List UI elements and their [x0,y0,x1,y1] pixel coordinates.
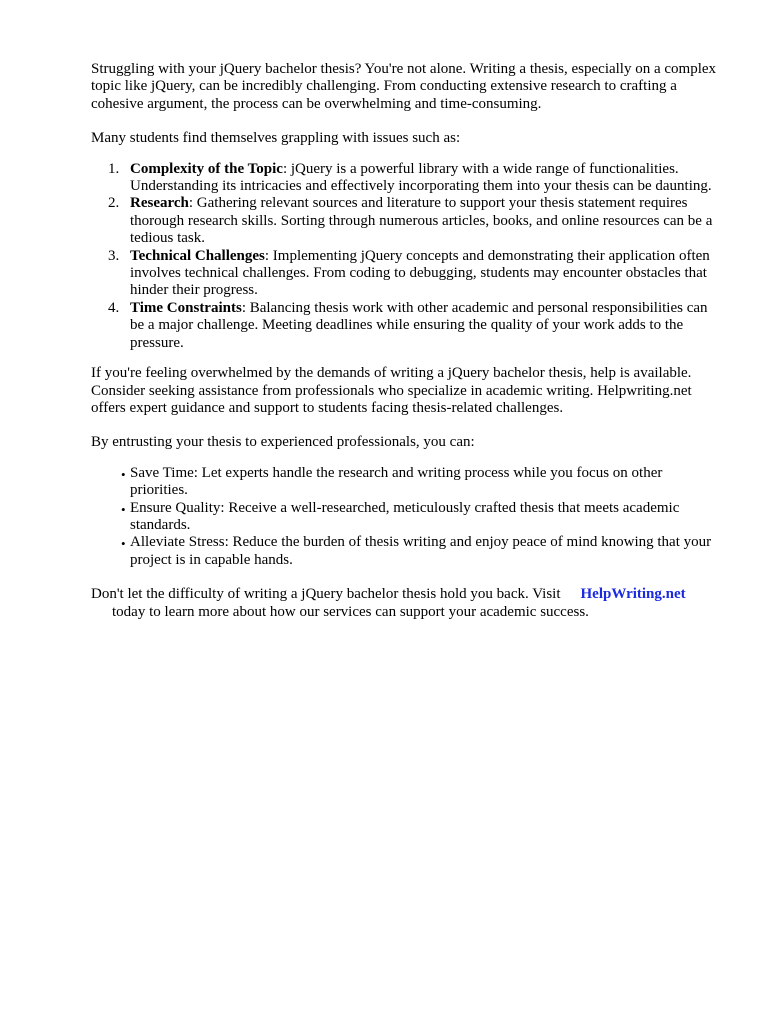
intro-paragraph: Struggling with your jQuery bachelor thesis? You're not alone. Writing a thesis, especially on a complex topic like jQuery, can be incredibly challenging. From conducting extensive research to crafting a cohesive argument, the process can be overwhelming and time-consuming. [91,61,717,112]
list-number: 1. [108,160,120,177]
help-paragraph: If you're feeling overwhelmed by the demands of writing a jQuery bachelor thesis, help is available. Consider seeking assistance from professionals who specialize in academic writing. Helpwriting.net offers expert guidance and support to students facing thesis-related challenges. [91,365,692,416]
list-number: 4. [108,299,120,316]
list-item [91,465,723,500]
issue-text: : Balancing thesis work with other academic and personal responsibilities can be a major challenge. Meeting deadlines while ensuring the quality of your work adds to the pressure. [130,299,708,351]
document-body [91,61,723,621]
helpwriting-link[interactable]: HelpWriting.net [580,586,686,603]
list-item [91,248,723,300]
entrust-paragraph: By entrusting your thesis to experienced professionals, you can: [91,434,475,451]
issue-text: : Implementing jQuery concepts and demonstrating their application often involves technical challenges. From coding to debugging, students may encounter obstacles that hinder their progress. [130,247,710,299]
bullet-icon: • [121,466,126,482]
closing-first-line [91,586,723,603]
list-item [91,300,723,352]
closing-text-before-link: Don't let the difficulty of writing a jQuery bachelor thesis hold you back. Visit [91,586,561,603]
issue-text: : Gathering relevant sources and literature to support your thesis statement requires thorough research skills. Sorting through numerous articles, books, and online resources can be a tedious task. [130,195,713,247]
benefit-text: Alleviate Stress: Reduce the burden of thesis writing and enjoy peace of mind knowing that your project is in capable hands. [130,534,712,568]
issue-term: Complexity of the Topic [130,160,283,177]
list-number: 3. [108,247,120,264]
list-item [91,534,723,569]
benefits-list [91,465,723,569]
issues-list [91,161,723,352]
issues-lead-paragraph: Many students find themselves grappling with issues such as: [91,130,461,147]
issue-term: Time Constraints [130,299,242,316]
list-number: 2. [108,195,120,212]
issue-term: Technical Challenges [130,247,265,264]
issue-text: : jQuery is a powerful library with a wide range of functionalities. Understanding its intricacies and effectively incorporating them into your thesis can be daunting. [130,160,712,195]
list-item [91,500,723,535]
list-item [91,195,723,247]
closing-paragraph [91,586,723,621]
issue-term: Research [130,195,189,212]
benefit-text: Save Time: Let experts handle the research and writing process while you focus on other priorities. [130,464,663,499]
list-item [91,161,723,196]
bullet-icon: • [121,536,126,552]
closing-text-after-link: today to learn more about how our services can support your academic success. [112,603,589,620]
bullet-icon: • [121,501,126,517]
benefit-text: Ensure Quality: Receive a well-researched, meticulously crafted thesis that meets academic standards. [130,499,680,533]
